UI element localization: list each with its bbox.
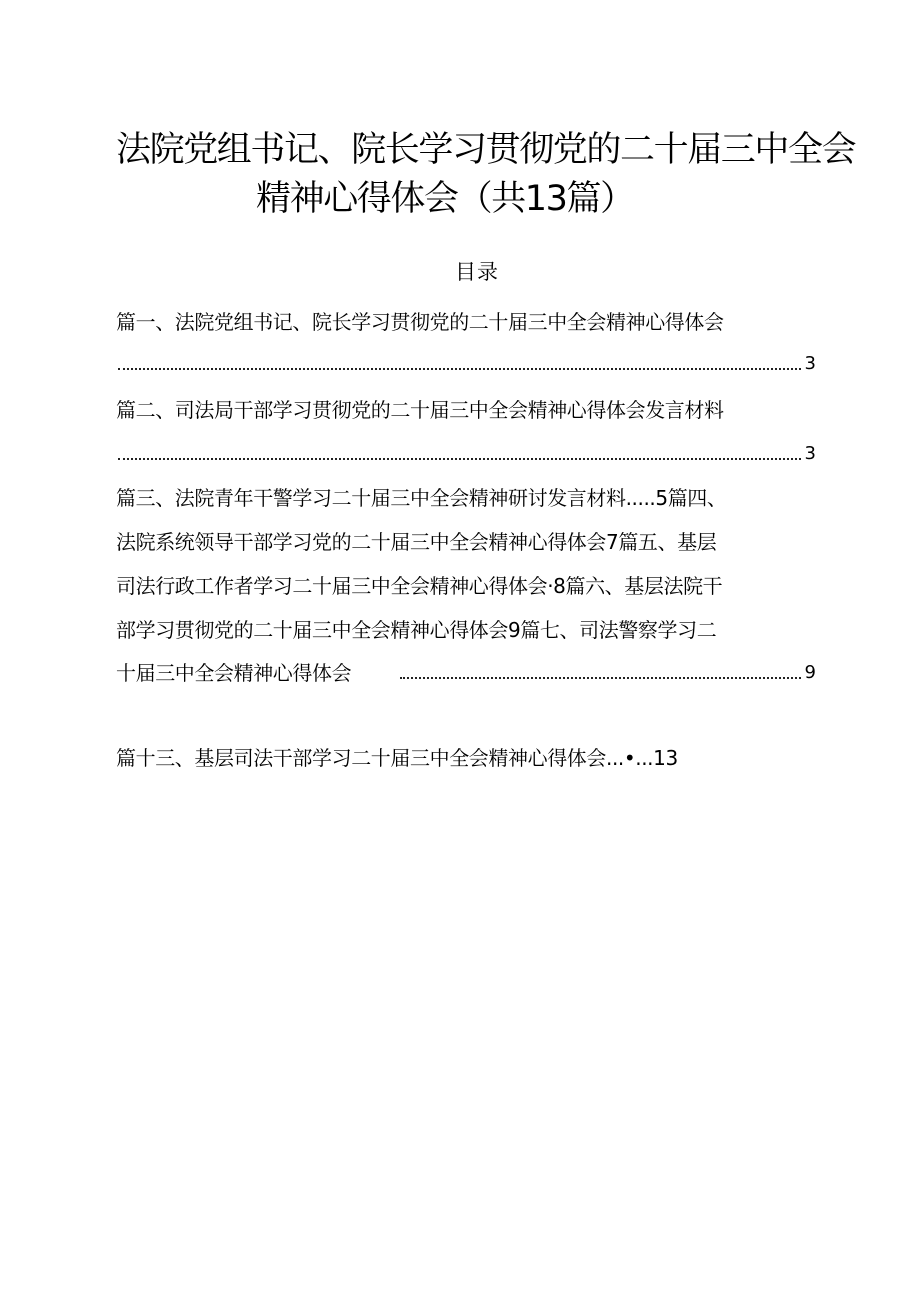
toc-entry-1-page: 3 [804,353,816,374]
toc-block-line-1[interactable]: 篇三、法院青年干警学习二十届三中全会精神研讨发言材料.....5篇四、 [116,486,727,510]
document-title-line-1: 法院党组书记、院长学习贯彻党的二十届三中全会 [116,130,856,170]
dot-leader [118,368,801,370]
dot-leader [118,458,801,460]
dot-leader [400,677,801,679]
toc-entry-2-leader [118,442,816,466]
toc-entry-13[interactable]: 篇十三、基层司法干部学习二十届三中全会精神心得体会...•...13 [116,746,678,770]
toc-block-line-5[interactable]: 十届三中全会精神心得体会 [116,661,352,685]
toc-entry-2-title[interactable]: 篇二、司法局干部学习贯彻党的二十届三中全会精神心得体会发言材料 [116,398,724,422]
toc-entry-1-leader [118,352,816,376]
toc-block-line-4[interactable]: 部学习贯彻党的二十届三中全会精神心得体会9篇七、司法警察学习二 [116,618,717,642]
toc-block-leader [400,661,816,685]
toc-block-line-3[interactable]: 司法行政工作者学习二十届三中全会精神心得体会·8篇六、基层法院干 [116,574,723,598]
toc-block-page: 9 [804,662,816,683]
toc-block-line-2[interactable]: 法院系统领导干部学习党的二十届三中全会精神心得体会7篇五、基层 [116,530,717,554]
toc-entry-2-page: 3 [804,443,816,464]
document-title-line-2: 精神心得体会（共13篇） [256,179,634,219]
toc-entry-1-title[interactable]: 篇一、法院党组书记、院长学习贯彻党的二十届三中全会精神心得体会 [116,310,724,334]
toc-heading: 目录 [455,260,499,284]
